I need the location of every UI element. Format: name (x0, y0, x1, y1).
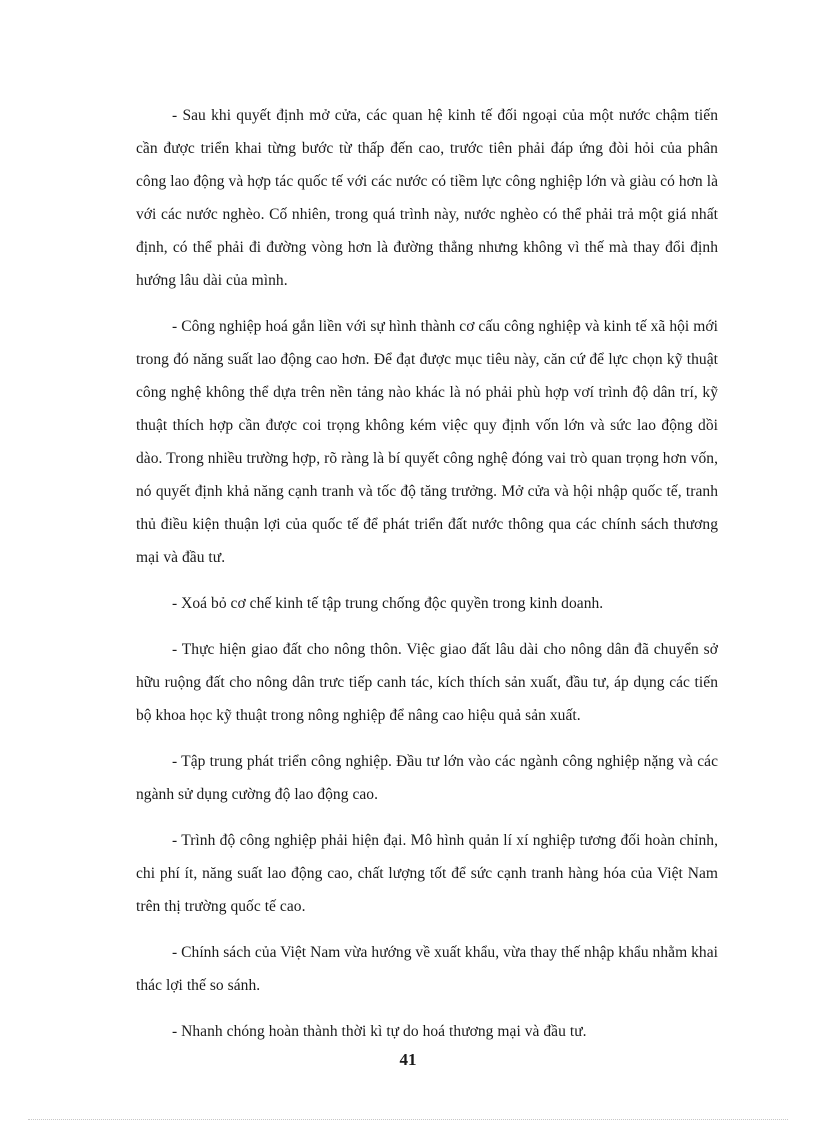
paragraph-4: - Thực hiện giao đất cho nông thôn. Việc giao đất lâu dài cho nông dân đã chuyển sở hữu ruộng đất cho nông dân trưc tiếp canh tác, kích thích sản xuất, đầu tư, áp dụng các tiến bộ khoa học kỹ thuật trong nông nghiệp để nâng cao hiệu quả sản xuất. (136, 641, 718, 724)
paragraph-6: - Trình độ công nghiệp phải hiện đại. Mô hình quản lí xí nghiệp tương đối hoàn chỉnh, chi phí ít, năng suất lao động cao, chất lượng tốt để sức cạnh tranh hàng hóa của Việt Nam trên thị trường quốc tế cao. (136, 832, 718, 915)
paragraph-1: - Sau khi quyết định mở cửa, các quan hệ kinh tế đối ngoại của một nước chậm tiến cần được triển khai từng bước từ thấp đến cao, trước tiên phải đáp ứng đòi hỏi của phân công lao động và hợp tác quốc tế với các nước có tiềm lực công nghiệp lớn và giàu có hơn là với các nước nghèo. Cố nhiên, trong quá trình này, nước nghèo có thể phải trả một giá nhất định, có thể phải đi đường vòng hơn là đường thẳng nhưng không vì thế mà thay đổi định hướng lâu dài của mình. (136, 107, 718, 289)
paragraph-8: - Nhanh chóng hoàn thành thời kì tự do hoá thương mại và đầu tư. (172, 1023, 587, 1040)
paragraph-7: - Chính sách của Việt Nam vừa hướng về xuất khẩu, vừa thay thế nhập khẩu nhằm khai thác lợi thế so sánh. (136, 944, 718, 994)
page-number: 41 (399, 1050, 417, 1069)
body-text (136, 99, 718, 1061)
paragraph-3: - Xoá bỏ cơ chế kinh tế tập trung chống độc quyền trong kinh doanh. (172, 595, 604, 612)
paragraph-2: - Công nghiệp hoá gắn liền với sự hình thành cơ cấu công nghiệp và kinh tế xã hội mới trong đó năng suất lao động cao hơn. Để đạt được mục tiêu này, căn cứ để lực chọn kỹ thuật công nghệ không thể dựa trên nền tảng nào khác là nó phải phù hợp vơí trình độ dân trí, kỹ thuật thích hợp cần được coi trọng không kém việc quy định vốn lớn và sức lao động dồi dào. Trong nhiều trường hợp, rõ ràng là bí quyết công nghệ đóng vai trò quan trọng hơn vốn, nó quyết định khả năng cạnh tranh và tốc độ tăng trưởng. Mở cửa và hội nhập quốc tế, tranh thủ điều kiện thuận lợi của quốc tế để phát triển đất nước thông qua các chính sách thương mại và đầu tư. (136, 318, 718, 566)
paragraph-5: - Tập trung phát triển công nghiệp. Đầu tư lớn vào các ngành công nghiệp nặng và các ngành sử dụng cường độ lao động cao. (136, 753, 718, 803)
footer-divider (28, 1119, 788, 1120)
